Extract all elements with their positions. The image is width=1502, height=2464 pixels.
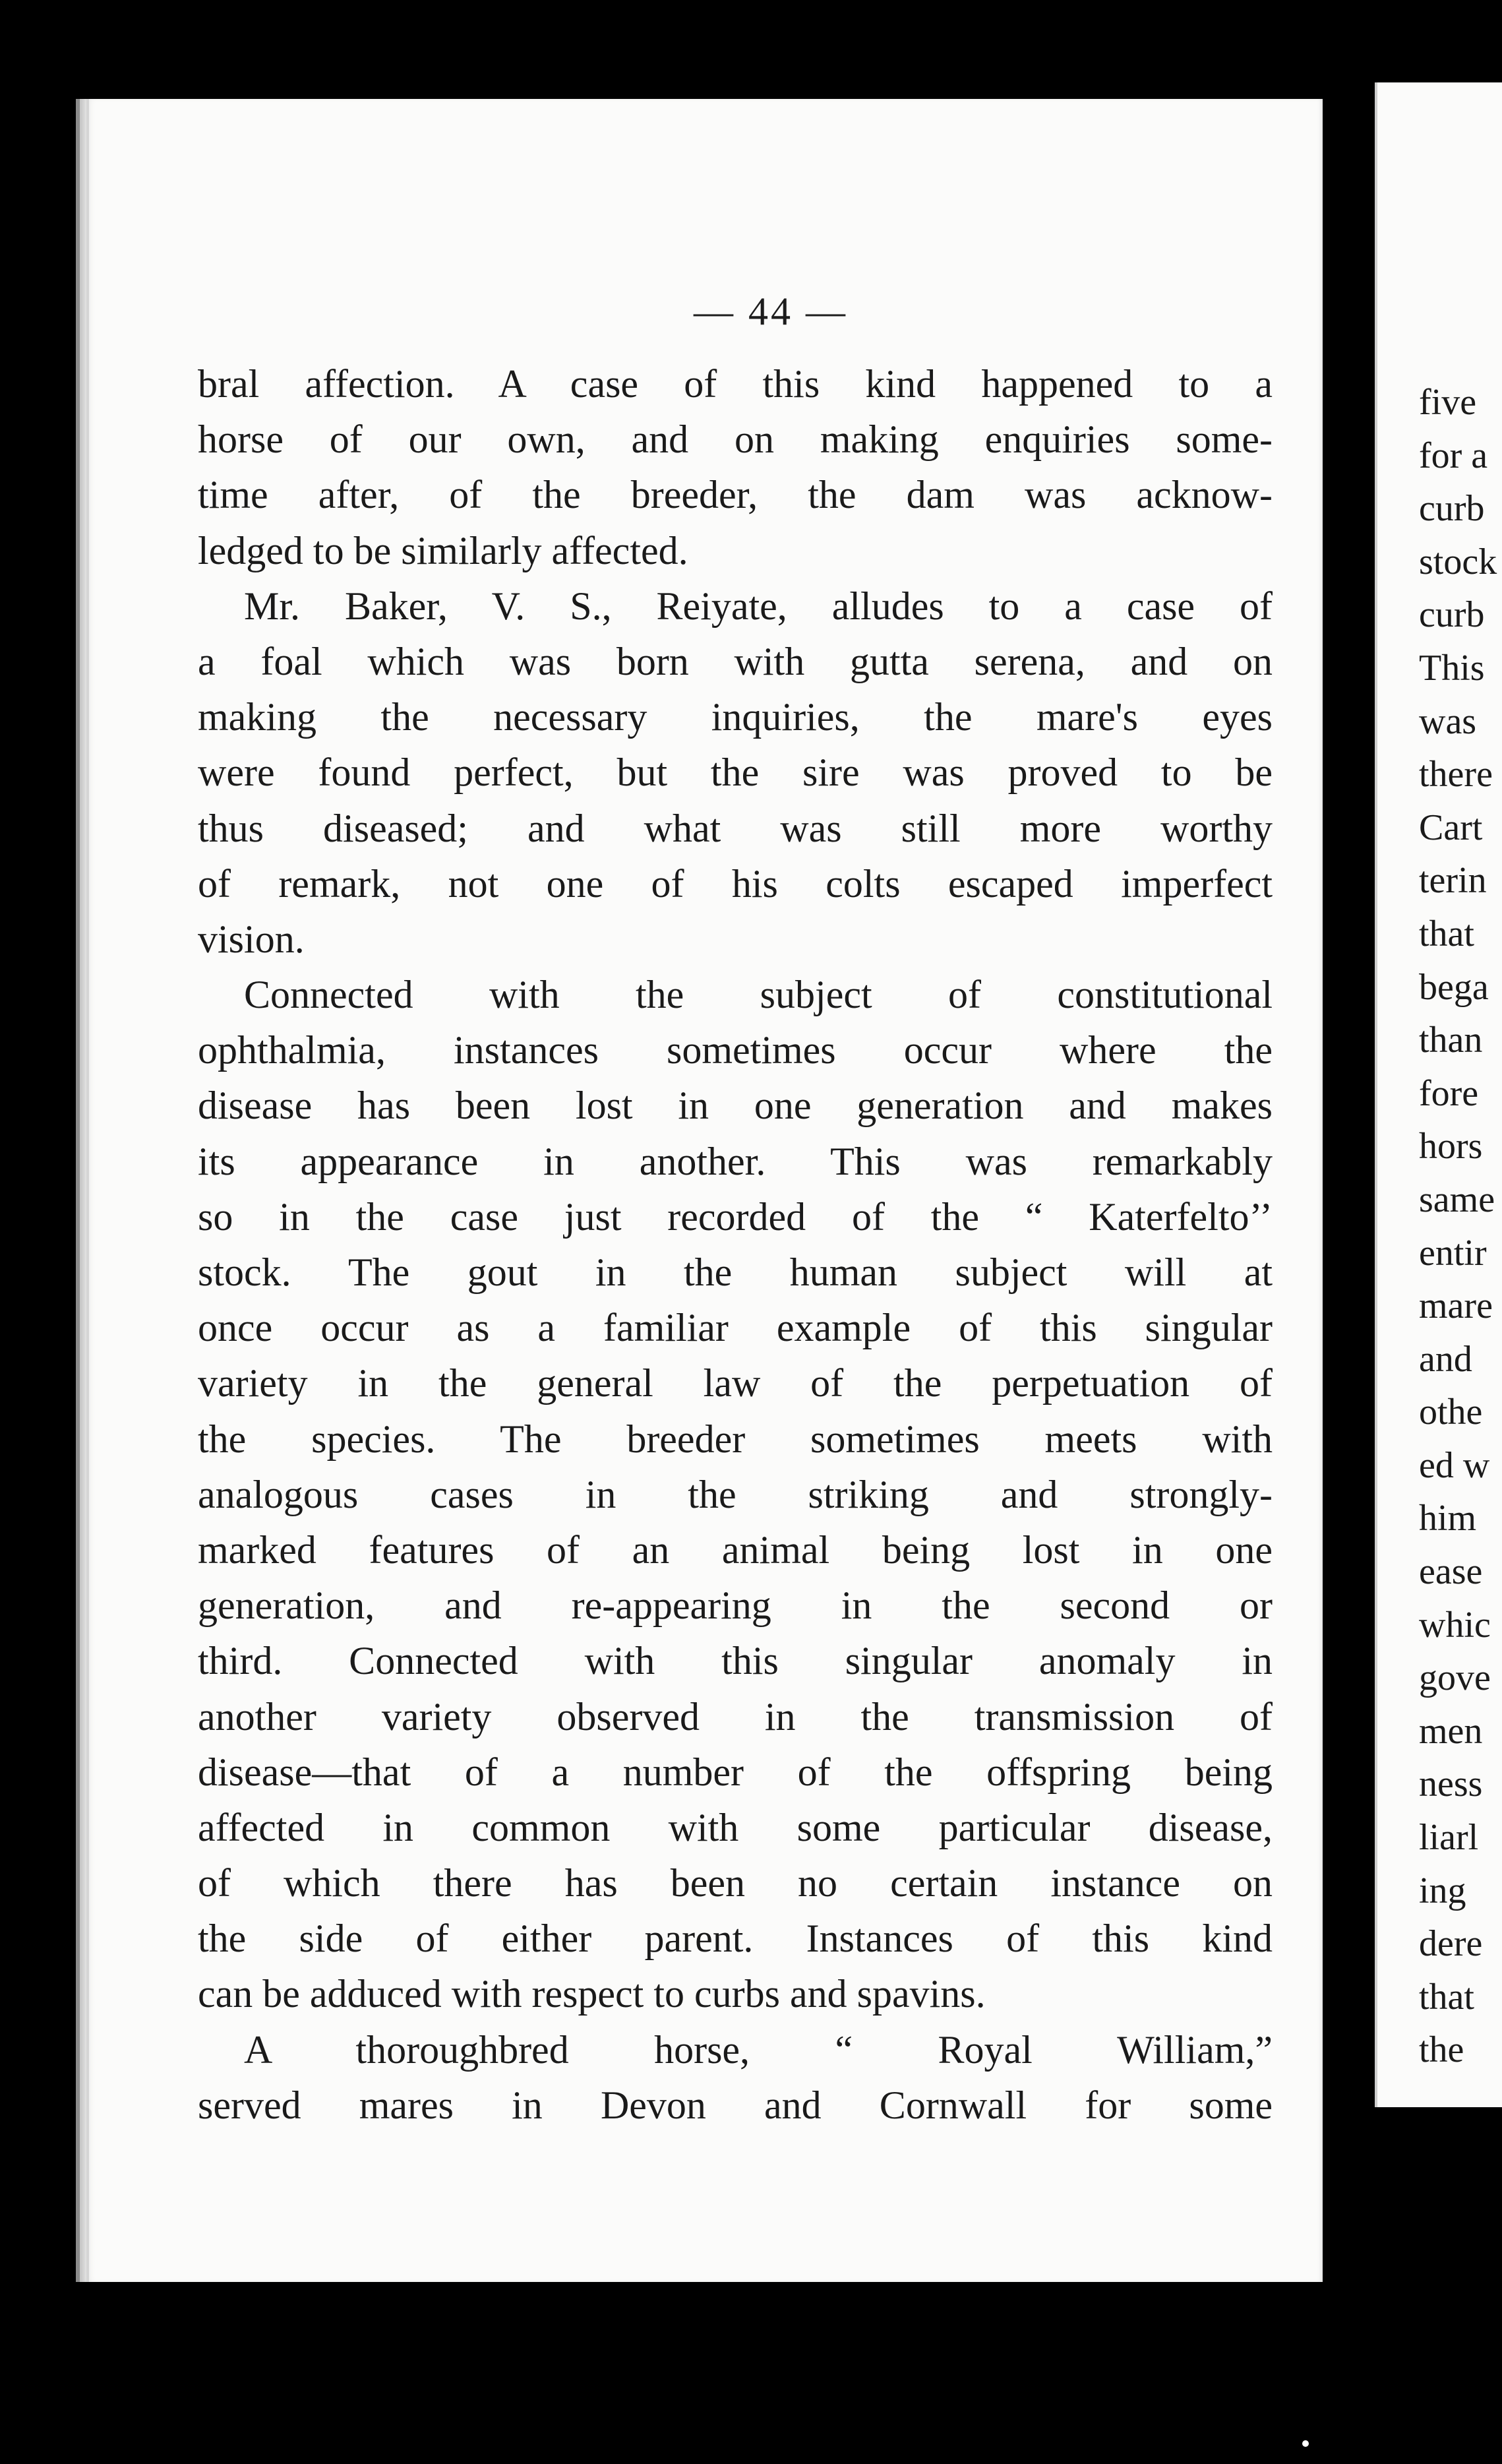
text-line: served mares in Devon and Cornwall for some: [198, 2083, 1273, 2127]
text-line: thus diseased; and what was still more worthy: [198, 806, 1273, 850]
facing-line-fragment: was: [1419, 700, 1477, 742]
text-line: of remark, not one of his colts escaped imperfect: [198, 861, 1273, 906]
facing-line-fragment: for a: [1419, 435, 1488, 476]
text-line: making the necessary inquiries, the mare's eyes: [198, 695, 1273, 739]
facing-line-fragment: terin: [1419, 860, 1487, 902]
facing-line-fragment: five: [1419, 382, 1477, 423]
facing-line-fragment: ed w: [1419, 1444, 1490, 1486]
text-line: variety in the general law of the perpetuation of: [198, 1361, 1273, 1405]
text-line: horse of our own, and on making enquiries some-: [198, 417, 1273, 462]
facing-line-fragment: Cart: [1419, 807, 1483, 848]
text-line: marked features of an animal being lost in one: [198, 1527, 1273, 1572]
facing-line-fragment: ness: [1419, 1764, 1483, 1805]
scan-speck: [1302, 2440, 1309, 2447]
text-line: the side of either parent. Instances of this kind: [198, 1917, 1273, 1961]
text-line: of which there has been no certain instance on: [198, 1861, 1273, 1905]
text-line: vision.: [198, 917, 305, 961]
text-line: once occur as a familiar example of this singular: [198, 1306, 1273, 1350]
facing-line-fragment: than: [1419, 1020, 1483, 1061]
facing-line-fragment: hors: [1419, 1126, 1483, 1167]
text-line: Connected with the subject of constitutional: [244, 973, 1273, 1017]
text-line: Mr. Baker, V. S., Reiyate, alludes to a case of: [244, 584, 1273, 628]
text-line: generation, and re-appearing in the second or: [198, 1584, 1273, 1628]
text-line: disease has been lost in one generation and makes: [198, 1084, 1273, 1128]
facing-line-fragment: mare: [1419, 1285, 1493, 1327]
facing-line-fragment: curb: [1419, 594, 1485, 636]
page-number: — 44 —: [694, 290, 848, 333]
facing-line-fragment: him: [1419, 1498, 1477, 1539]
facing-line-fragment: othe: [1419, 1392, 1483, 1433]
facing-line-fragment: entir: [1419, 1232, 1487, 1274]
text-line: another variety observed in the transmission of: [198, 1694, 1273, 1739]
facing-page-text: [1419, 376, 1498, 2077]
text-line: can be adduced with respect to curbs and spavins.: [198, 1972, 986, 2016]
facing-line-fragment: the: [1419, 2029, 1464, 2071]
facing-line-fragment: fore: [1419, 1072, 1479, 1114]
facing-line-fragment: curb: [1419, 488, 1485, 530]
facing-line-fragment: bega: [1419, 966, 1489, 1008]
text-line: were found perfect, but the sire was proved to be: [198, 751, 1273, 795]
facing-line-fragment: stock: [1419, 541, 1497, 582]
text-line: disease—that of a number of the offspring being: [198, 1750, 1273, 1794]
text-line: its appearance in another. This was remarkably: [198, 1139, 1273, 1183]
facing-line-fragment: and: [1419, 1338, 1472, 1380]
text-line: stock. The gout in the human subject will at: [198, 1250, 1273, 1294]
facing-line-fragment: This: [1419, 647, 1485, 689]
facing-line-fragment: gove: [1419, 1657, 1491, 1699]
facing-line-fragment: whic: [1419, 1604, 1491, 1646]
facing-line-fragment: that: [1419, 913, 1474, 954]
text-line: a foal which was born with gutta serena, and on: [198, 639, 1273, 683]
text-line: A thoroughbred horse, “ Royal William,”: [244, 2027, 1273, 2072]
facing-line-fragment: ing: [1419, 1870, 1466, 1911]
text-line: the species. The breeder sometimes meets with: [198, 1417, 1273, 1461]
text-line: time after, of the breeder, the dam was acknow-: [198, 473, 1273, 517]
body-text: [198, 356, 1273, 2133]
text-line: bral affection. A case of this kind happened to a: [198, 362, 1273, 406]
text-line: ophthalmia, instances sometimes occur where the: [198, 1028, 1273, 1072]
facing-line-fragment: same: [1419, 1179, 1495, 1220]
text-line: analogous cases in the striking and strongly-: [198, 1472, 1273, 1516]
text-line: ledged to be similarly affected.: [198, 528, 688, 572]
text-line: so in the case just recorded of the “ Katerfelto’’: [198, 1194, 1273, 1239]
facing-line-fragment: ease: [1419, 1551, 1483, 1593]
facing-line-fragment: liarl: [1419, 1817, 1479, 1859]
facing-line-fragment: dere: [1419, 1923, 1483, 1965]
text-line: third. Connected with this singular anomaly in: [198, 1639, 1273, 1683]
facing-line-fragment: that: [1419, 1976, 1474, 2017]
facing-line-fragment: men: [1419, 1710, 1483, 1752]
facing-line-fragment: there: [1419, 754, 1493, 795]
text-line: affected in common with some particular disease,: [198, 1805, 1273, 1849]
